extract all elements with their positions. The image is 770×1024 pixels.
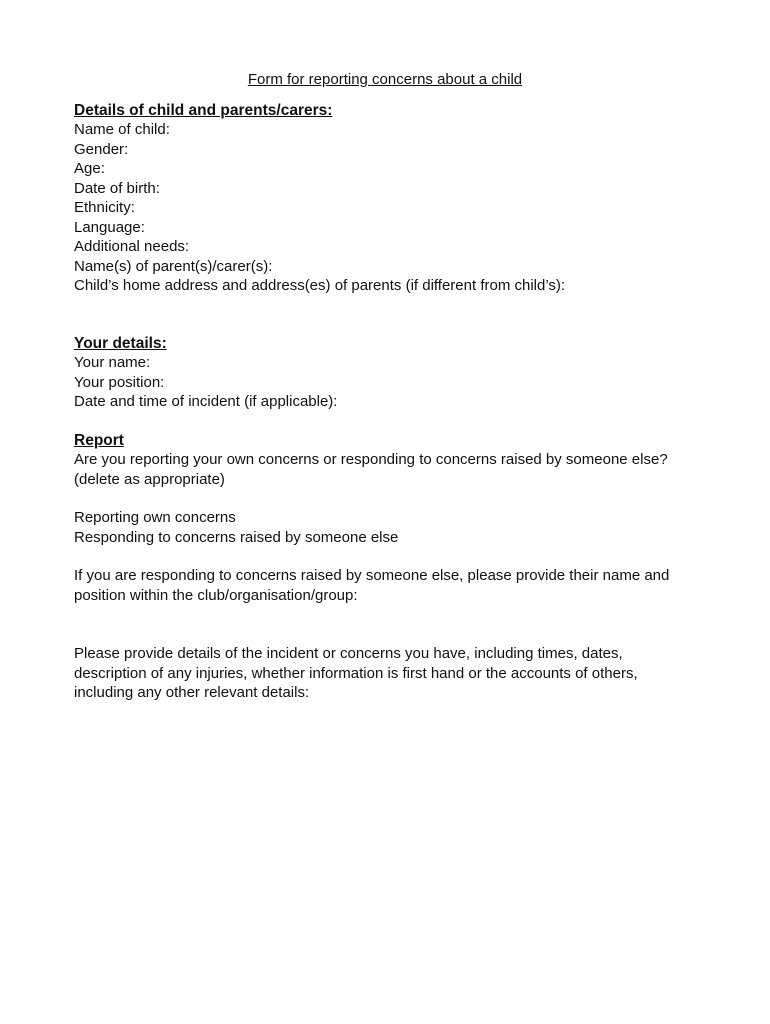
- report-question: Are you reporting your own concerns or responding to concerns raised by someone else? (delete as appropriate): [74, 451, 668, 488]
- spacer: [74, 296, 714, 334]
- field-gender: Gender:: [74, 140, 129, 158]
- spacer: [74, 605, 714, 644]
- document-title: Form for reporting concerns about a child: [247, 71, 523, 88]
- spacer: [74, 489, 714, 508]
- responder-prompt: If you are responding to concerns raised by someone else, please provide their name and position within the club/organisation/group:: [74, 567, 670, 604]
- spacer: [74, 412, 714, 431]
- field-incident-datetime: Date and time of incident (if applicable):: [74, 393, 338, 410]
- document-page: [74, 70, 714, 703]
- child-details-section: [74, 101, 714, 296]
- field-language: Language:: [74, 218, 145, 236]
- field-your-name: Your name:: [74, 354, 151, 371]
- field-your-position: Your position:: [74, 373, 165, 391]
- report-section: [74, 431, 714, 703]
- spacer: [74, 547, 714, 566]
- field-name-of-child: Name of child:: [74, 121, 170, 138]
- field-parents-carers: Name(s) of parent(s)/carer(s):: [74, 257, 273, 275]
- your-details-heading: Your details:: [74, 334, 167, 352]
- field-age: Age:: [74, 160, 105, 177]
- option-responding-to-others: Responding to concerns raised by someone else: [74, 528, 399, 546]
- field-home-address: Child’s home address and address(es) of parents (if different from child’s):: [74, 277, 566, 294]
- child-details-heading: Details of child and parents/carers:: [74, 101, 333, 119]
- field-ethnicity: Ethnicity:: [74, 199, 135, 216]
- report-heading: Report: [74, 431, 124, 449]
- details-prompt: Please provide details of the incident or concerns you have, including times, dates, description of any injuries, whether information is first hand or the accounts of others, including any other relevant details:: [74, 645, 638, 701]
- option-reporting-own: Reporting own concerns: [74, 509, 236, 526]
- field-date-of-birth: Date of birth:: [74, 179, 160, 197]
- field-additional-needs: Additional needs:: [74, 238, 190, 255]
- your-details-section: [74, 334, 714, 412]
